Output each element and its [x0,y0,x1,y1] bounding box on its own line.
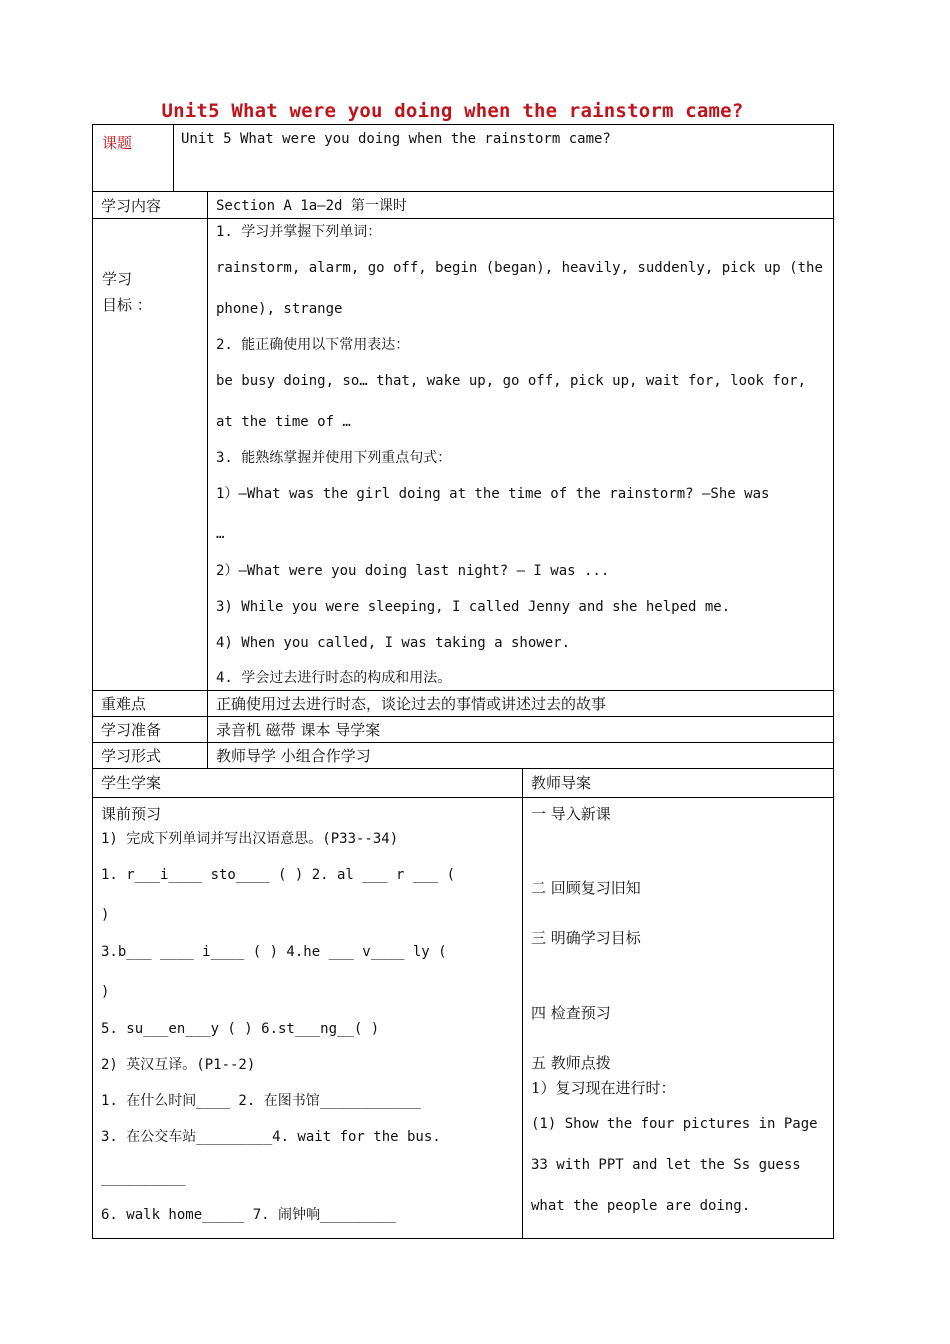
form-value: 教师导学 小组合作学习 [216,747,371,765]
objective-line: at the time of … [216,414,351,430]
student-line: 1. 在什么时间____ 2. 在图书馆____________ [101,1093,421,1109]
document-title: Unit5 What were you doing when the rainstorm came? [161,100,744,122]
objective-line: 3. 能熟练掌握并使用下列重点句式： [216,450,452,466]
row-divider [92,218,834,219]
teacher-step: 二 回顾复习旧知 [531,879,641,897]
teacher-step: 五 教师点拨 [531,1054,611,1072]
preparation-value: 录音机 磁带 课本 导学案 [216,721,381,739]
objective-line: 4) When you called, I was taking a shower. [216,635,571,651]
content-value: Section A 1a—2d 第一课时 [216,198,407,214]
student-line: __________ [101,1170,186,1186]
objective-line: … [216,526,225,542]
teacher-step: what the people are doing. [531,1198,751,1214]
student-line: 5. su___en___y ( ) 6.st___ng__( ) [101,1021,380,1037]
student-line: 2) 英汉互译。(P1--2) [101,1057,256,1073]
objective-line: phone), strange [216,301,343,317]
column-divider [522,768,523,1239]
content-label: 学习内容 [101,197,162,215]
student-line: ) [101,907,110,923]
row-divider [92,716,834,717]
objective-line: 3) While you were sleeping, I called Jenny and she helped me. [216,599,731,615]
teacher-plan-header: 教师导案 [531,774,592,792]
objective-line: 1）—What was the girl doing at the time of the rainstorm? —She was [216,486,770,502]
difficulty-value: 正确使用过去进行时态，谈论过去的事情或讲述过去的故事 [216,695,607,713]
student-line: ) [101,984,110,1000]
difficulty-label: 重难点 [101,695,147,713]
objectives-label: 学习 [102,270,133,288]
topic-value: Unit 5 What were you doing when the rainstorm came? [181,131,611,147]
row-divider [92,768,834,769]
objective-line: rainstorm, alarm, go off, begin (began), heavily, suddenly, pick up (the [216,260,823,276]
topic-label: 课题 [102,134,133,152]
row-divider [92,797,834,798]
objective-line: 4. 学会过去进行时态的构成和用法。 [216,670,452,686]
teacher-step: 1）复习现在进行时： [531,1079,676,1097]
student-line: 6. walk home_____ 7. 闹钟响_________ [101,1207,396,1223]
student-line: 1. r___i____ sto____ ( ) 2. al ___ r ___ ( [101,867,456,883]
student-line: 3.b___ ____ i____ ( ) 4.he ___ v____ ly ( [101,944,447,960]
row-divider [92,191,834,192]
preparation-label: 学习准备 [101,721,162,739]
student-line: 1) 完成下列单词并写出汉语意思。(P33--34) [101,831,399,847]
objective-line: 2）—What were you doing last night? — I was ... [216,563,610,579]
student-plan-header: 学生学案 [101,774,162,792]
teacher-step: 四 检查预习 [531,1004,611,1022]
objective-line: 1. 学习并掌握下列单词： [216,224,382,240]
teacher-step: 一 导入新课 [531,805,611,823]
student-line: 3. 在公交车站_________4. wait for the bus. [101,1129,441,1145]
objective-line: 2. 能正确使用以下常用表达： [216,337,410,353]
teacher-step: 33 with PPT and let the Ss guess [531,1157,801,1173]
student-line: 课前预习 [101,805,162,823]
objective-line: be busy doing, so… that, wake up, go off, pick up, wait for, look for, [216,373,807,389]
row-divider [92,690,834,691]
row-divider [92,742,834,743]
objectives-label: 目标 ： [102,296,152,314]
teacher-step: (1) Show the four pictures in Page [531,1116,818,1132]
column-divider [207,191,208,768]
column-divider [173,124,174,191]
teacher-step: 三 明确学习目标 [531,929,641,947]
form-label: 学习形式 [101,747,162,765]
